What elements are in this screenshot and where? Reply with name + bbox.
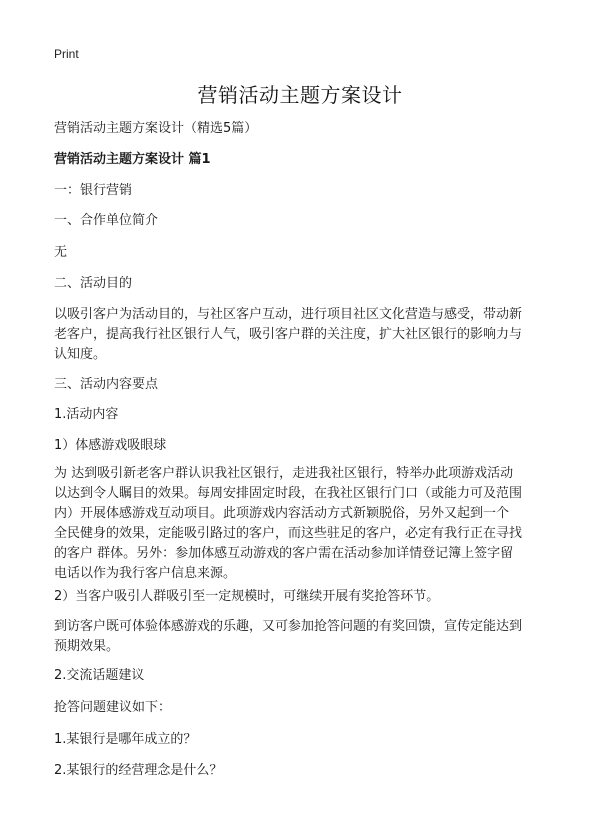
subtitle: 营销活动主题方案设计（精选5篇） [54, 121, 258, 136]
heading-partner-intro: 一、合作单位简介 [54, 213, 159, 228]
quiz-question: 2.某银行的经营理念是什么？ [54, 763, 223, 778]
game-line: 为 达到吸引新老客户群认识我社区银行，走进我社区银行，特举办此项游戏活动 [54, 466, 514, 481]
section-heading: 营销活动主题方案设计 篇1 [54, 152, 211, 167]
page-title: 营销活动主题方案设计 [197, 83, 403, 107]
purpose-line: 认知度。 [54, 347, 107, 362]
heading-content: 三、活动内容要点 [54, 377, 159, 392]
game-line: 内）开展体感游戏互动项目。此项游戏内容活动方式新颖脱俗，另外又起到一个 [54, 506, 510, 521]
quiz-line: 到访客户既可体验体感游戏的乐趣，又可参加抢答问题的有奖回馈，宣传定能达到 [54, 619, 523, 634]
quiz-intro: 抢答问题建议如下： [54, 700, 172, 715]
item-topic-suggestions: 2.交流话题建议 [54, 668, 145, 683]
game-line: 全民健身的效果，定能吸引路过的客户，而这些驻足的客户，必定有我行正在寻找 [54, 526, 523, 541]
game-line: 的客户 群体。另外：参加体感互动游戏的客户需在活动参加详情登记簿上签字留 [54, 546, 514, 561]
item-motion-game: 1）体感游戏吸眼球 [54, 438, 167, 453]
quiz-paragraph [54, 617, 554, 657]
purpose-paragraph [54, 305, 554, 365]
quiz-line: 预期效果。 [54, 639, 120, 654]
purpose-line: 老客户，提高我行社区银行人气，吸引客户群的关注度，扩大社区银行的影响力与 [54, 327, 523, 342]
game-paragraph [54, 464, 554, 584]
print-label[interactable]: Print [54, 47, 79, 61]
heading-bank-marketing: 一：银行营销 [54, 183, 133, 198]
game-line: 以达到令人瞩目的效果。每周安排固定时段，在我社区银行门口（或能力可及范围 [54, 486, 523, 501]
quiz-question: 1.某银行是哪年成立的？ [54, 732, 197, 747]
partner-value: 无 [54, 245, 68, 260]
item-quiz-stage: 2）当客户吸引人群吸引至一定规模时，可继续开展有奖抢答环节。 [54, 589, 440, 604]
game-line: 电话以作为我行客户信息来源。 [54, 566, 237, 581]
item-activity-content: 1.活动内容 [54, 407, 119, 422]
purpose-line: 以吸引客户为活动目的，与社区客户互动，进行项目社区文化营造与感受，带动新 [54, 307, 523, 322]
heading-purpose: 二、活动目的 [54, 276, 133, 291]
